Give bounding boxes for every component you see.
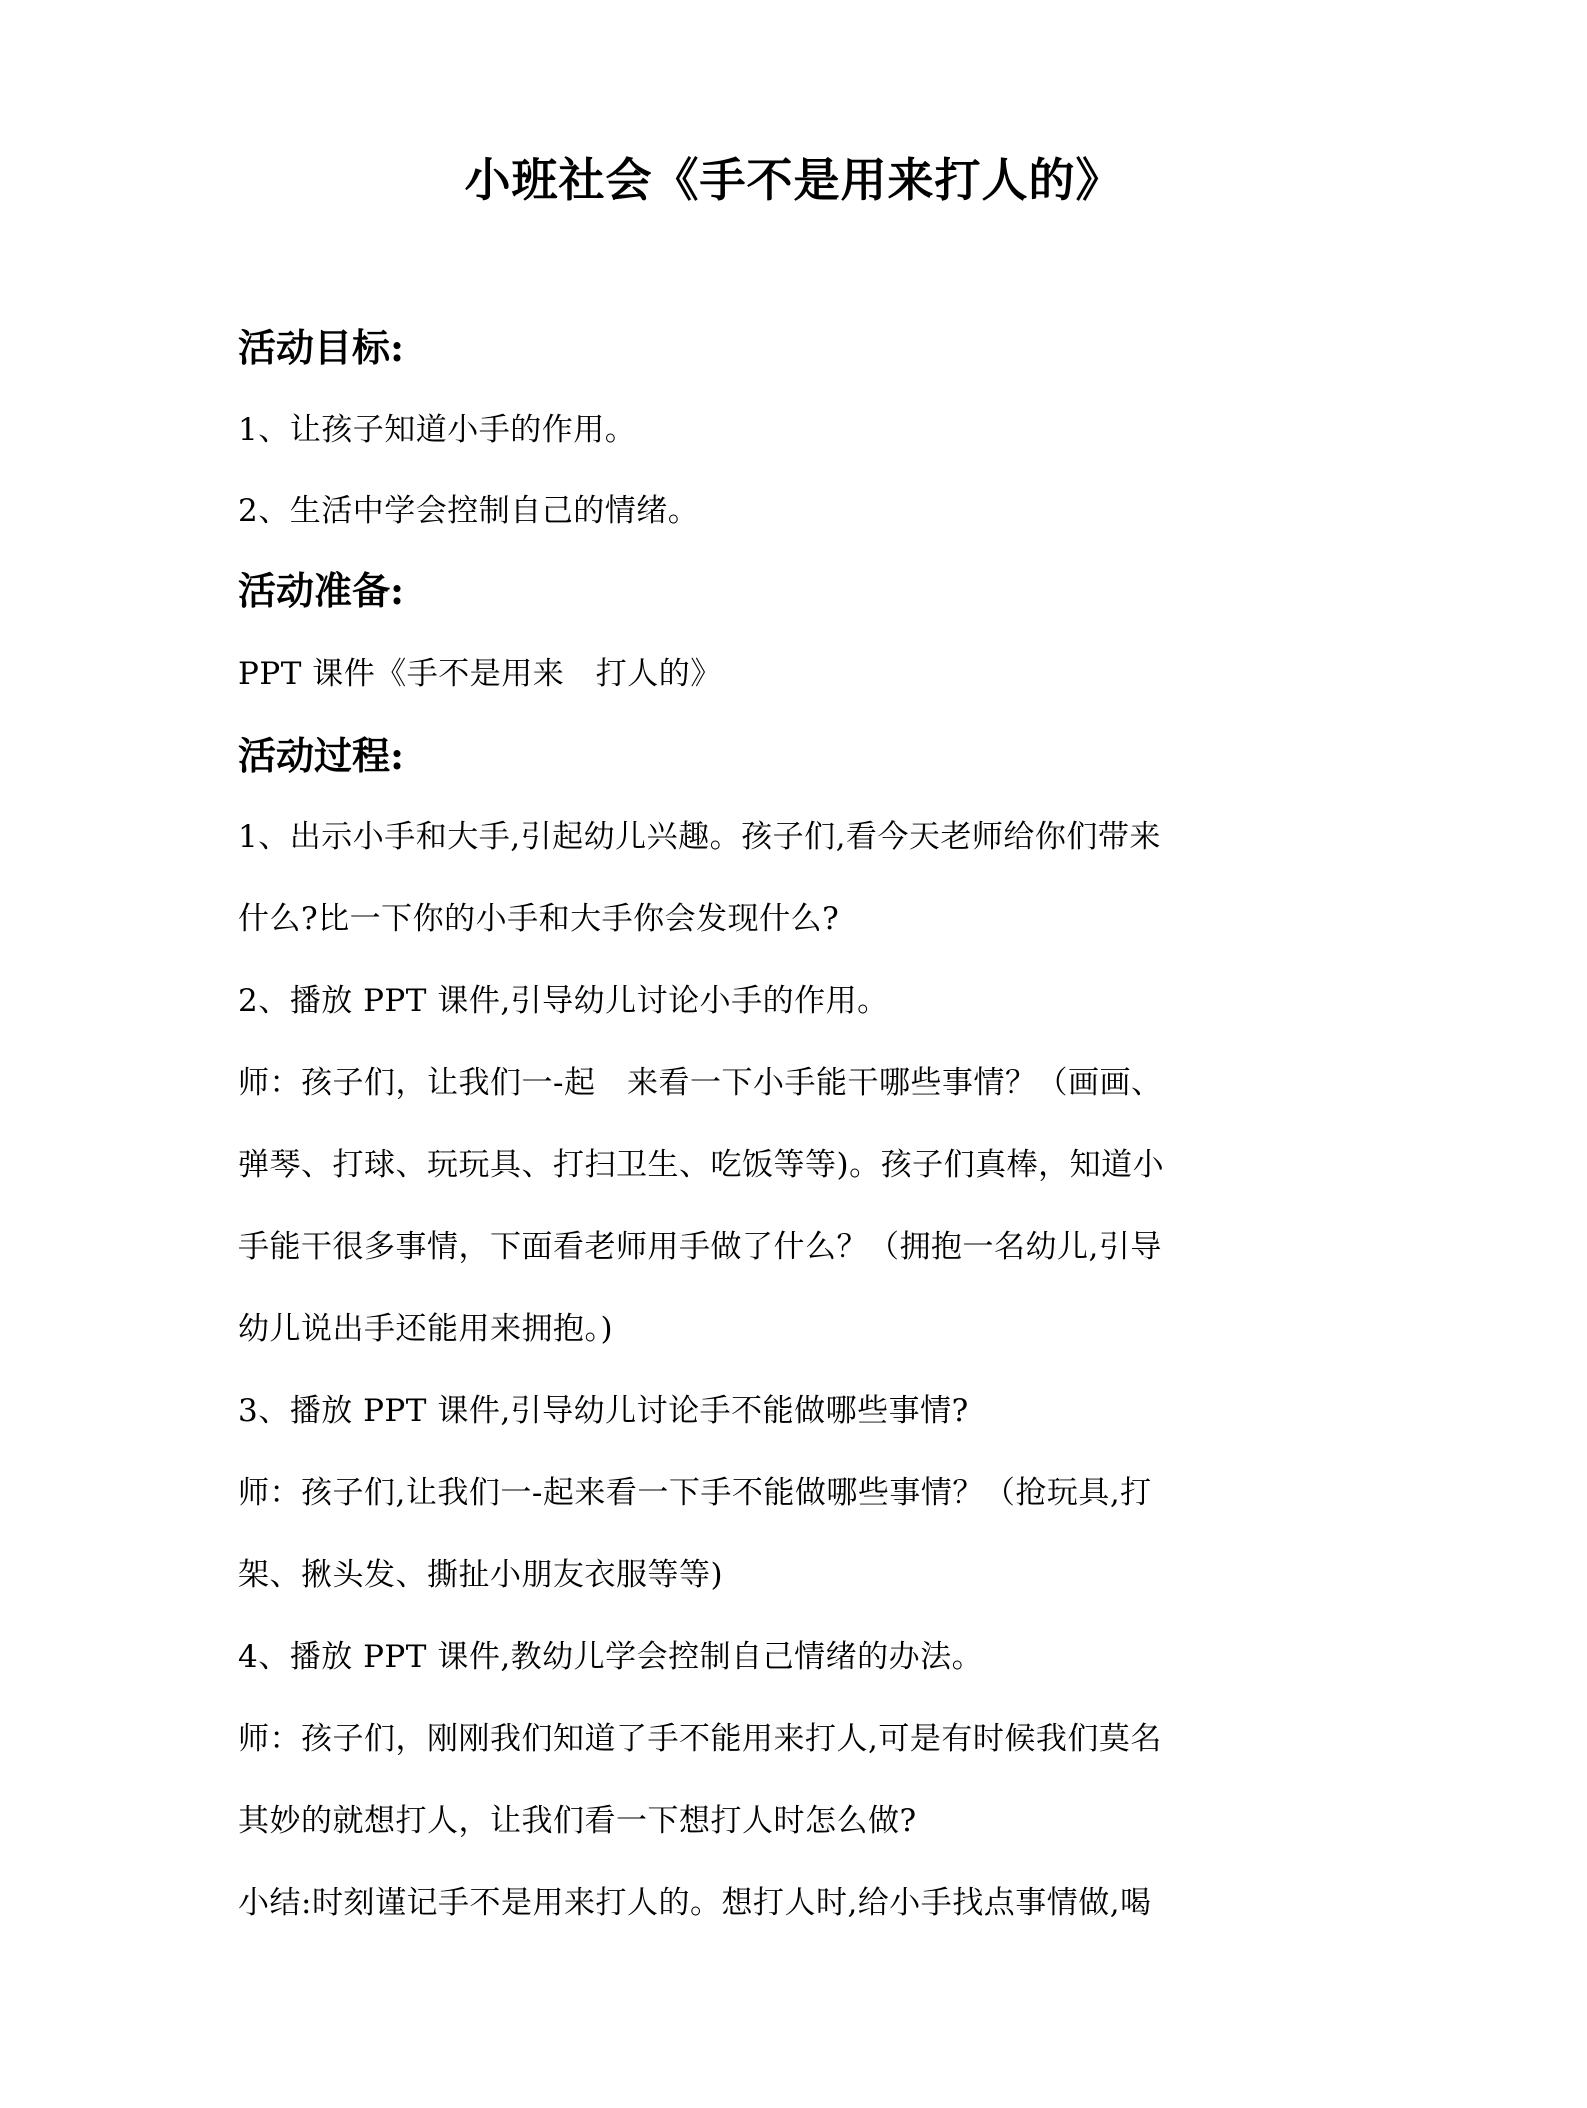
goal-item-1: 1、让孩子知道小手的作用。 — [238, 412, 637, 448]
process-line-6: 手能干很多事情，下面看老师用手做了什么？（拥抱一名幼儿,引导 — [238, 1229, 1162, 1265]
section-heading-goals: 活动目标: — [238, 325, 405, 370]
process-line-8: 3、播放 PPT 课件,引导幼儿讨论手不能做哪些事情? — [238, 1393, 969, 1429]
document-title: 小班社会《手不是用来打人的》 — [464, 153, 1123, 207]
process-line-10: 架、揪头发、撕扯小朋友衣服等等) — [238, 1557, 724, 1593]
process-line-1: 1、出示小手和大手,引起幼儿兴趣。孩子们,看今天老师给你们带来 — [238, 819, 1161, 855]
process-line-9: 师：孩子们,让我们一-起来看一下手不能做哪些事情？（抢玩具,打 — [238, 1475, 1152, 1511]
goal-item-2: 2、生活中学会控制自己的情绪。 — [238, 493, 700, 529]
process-line-11: 4、播放 PPT 课件,教幼儿学会控制自己情绪的办法。 — [238, 1639, 984, 1675]
process-line-12: 师：孩子们，刚刚我们知道了手不能用来打人,可是有时候我们莫名 — [238, 1721, 1162, 1757]
process-line-5: 弹琴、打球、玩玩具、打扫卫生、吃饭等等)。孩子们真棒，知道小 — [238, 1147, 1165, 1183]
process-line-3: 2、播放 PPT 课件,引导幼儿讨论小手的作用。 — [238, 983, 889, 1019]
section-heading-process: 活动过程: — [238, 733, 405, 778]
process-line-14: 小结:时刻谨记手不是用来打人的。想打人时,给小手找点事情做,喝 — [238, 1885, 1152, 1921]
section-heading-preparation: 活动准备: — [238, 568, 405, 613]
process-line-4: 师：孩子们，让我们一-起 来看一下小手能干哪些事情？（画画、 — [238, 1065, 1163, 1101]
process-line-7: 幼儿说出手还能用来拥抱。) — [238, 1311, 614, 1347]
process-line-13: 其妙的就想打人，让我们看一下想打人时怎么做? — [238, 1803, 917, 1839]
process-line-2: 什么?比一下你的小手和大手你会发现什么? — [238, 901, 840, 937]
preparation-item-1: PPT 课件《手不是用来 打人的》 — [238, 656, 722, 692]
